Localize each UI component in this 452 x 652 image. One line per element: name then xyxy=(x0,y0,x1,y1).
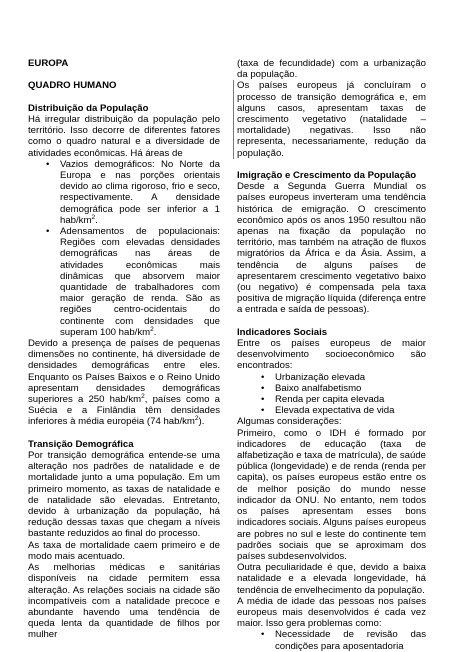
immigration-heading: Imigração e Crescimento da População xyxy=(237,170,417,182)
immigration-text: Desde a Segunda Guerra Mundial os países europeus inverteram uma tendência histórica de emigração. O crescimento econômico após os anos 1950 resultou não apenas na fixação da população no território, mas também na atração de fluxos migratórios da África e da Ásia. Assim, a tendência de alguns países de apresentarem crescimento vegetativo baixo (ou negativo) é compensada pela taxa positiva de migração líquida (diferença entre a entrada e saída de pessoas). xyxy=(237,181,426,316)
problems-list xyxy=(237,629,426,651)
considerations-paragraph-1: Primeiro, como o IDH é formado por indicadores de educação (taxa de alfabetização e taxa de matrícula), de saúde pública (longevidade) e de renda (renda per capita), os países europeus estão entre os de melhor posição do mundo nesse indicador da ONU. No entanto, nem todos os países apresentam esses bons indicadores sociais. Alguns países europeus are pobres no sul e leste do continente tem padrões sociais que se aproximam dos países subdesenvolvidos. xyxy=(237,427,426,562)
list-item: • Vazios demográficos: No Norte da Europa e nas porções orientais devido ao clima rigoroso, frio e seco, respectivamente. A densidade demográfica pode ser inferior a 1 hab/$km^2$. xyxy=(46,158,220,226)
bullet-icon: • xyxy=(261,371,265,383)
transition-continued-1: (taxa de fecundidade) com a urbanização da população. xyxy=(237,58,426,81)
bullet-icon: • xyxy=(261,394,265,406)
transition-paragraph-3: As melhorias médicas e sanitárias disponíveis na cidade permitem essa alteração. As relações sociais na cidade são incompatíveis com a natalidade precoce e abundante havendo uma tendência de queda lenta da quantidade de filhos por mulher xyxy=(28,562,220,641)
considerations-label: Algumas considerações: xyxy=(237,416,342,428)
left-column xyxy=(28,58,220,641)
transition-paragraph-1: Por transição demográfica entende-se uma alteração nos padrões de natalidade e de mortalidade junto a uma população. Em um primeiro momento, as taxas de natalidade e de natalidade são elevadas. Entretanto, devido à urbanização da população, há redução dessas taxas que chegam a níveis bastante reduzidos ao final do processo. xyxy=(28,450,220,540)
right-column xyxy=(237,58,426,652)
indicators-list xyxy=(237,372,426,417)
bullet-icon: • xyxy=(46,158,50,170)
considerations-paragraph-3: A média de idade das pessoas nos países europeus mais desenvolvidos é cada vez maior. Isso gera problemas como: xyxy=(237,595,426,630)
bullet-icon: • xyxy=(46,226,50,238)
continent-heading: EUROPA xyxy=(28,58,69,69)
indicators-intro: Entre os países europeus de maior desenvolvimento socioeconômico são encontrados: xyxy=(237,338,426,372)
list-item: • Adensamentos de populacionais: Regiões com elevadas densidades demográficas nas áreas de atividades econômicas mais dinâmicas que absorvem maior quantidade de trabalhadores com maior geração de renda. São as regiões centro-ocidentais do continente com densidades que superam 100 hab/$km^2$. xyxy=(46,226,220,338)
indicators-heading: Indicadores Sociais xyxy=(237,326,328,338)
transition-continued-2: Os países europeus já concluíram o processo de transição demográfica e, em alguns casos, apresentam taxas de crescimento vegetativo (natalidade – mortalidade) negativas. Isso não representa, necessariamente, redução da população. xyxy=(233,80,426,158)
distribution-list xyxy=(28,159,220,338)
distribution-after: Devido a presença de países de pequenas dimensões no continente, há diversidade de densidades demográficas entre eles. Enquanto os Países Baixos e o Reino Unido apresentam densidades demográficas superiores a 250 hab/$km^2$, países como a Suécia e a Finlândia têm densidades inferiores à média européia (74 hab/$km^2$). xyxy=(28,338,220,428)
list-item: • Urbanização elevada xyxy=(261,371,366,383)
bullet-icon: • xyxy=(261,405,265,417)
list-item: • Renda per capita elevada xyxy=(261,394,385,406)
transition-heading: Transição Demográfica xyxy=(28,438,134,450)
list-item: • Elevada expectativa de vida xyxy=(261,405,395,417)
distribution-heading: Distribuição da População xyxy=(28,102,149,114)
distribution-intro: Há irregular distribuição da população pelo território. Isso decorre de diferentes fatores como o quadro natural e a diversidade de atividades econômicas. Há áreas de xyxy=(28,113,220,159)
section-heading: QUADRO HUMANO xyxy=(28,80,117,92)
list-item: • Baixo analfabetismo xyxy=(261,382,362,394)
transition-paragraph-2: As taxa de mortalidade caem primeiro e de modo mais acentuado. xyxy=(28,539,220,562)
list-item: • Necessidade de revisão das condições para aposentadoria xyxy=(261,629,426,652)
bullet-icon: • xyxy=(261,382,265,394)
considerations-paragraph-2: Outra peculiaridade é que, devido a baixa natalidade e a elevada longevidade, há tendência de envelhecimento da população. xyxy=(237,562,426,596)
bullet-icon: • xyxy=(261,629,265,641)
